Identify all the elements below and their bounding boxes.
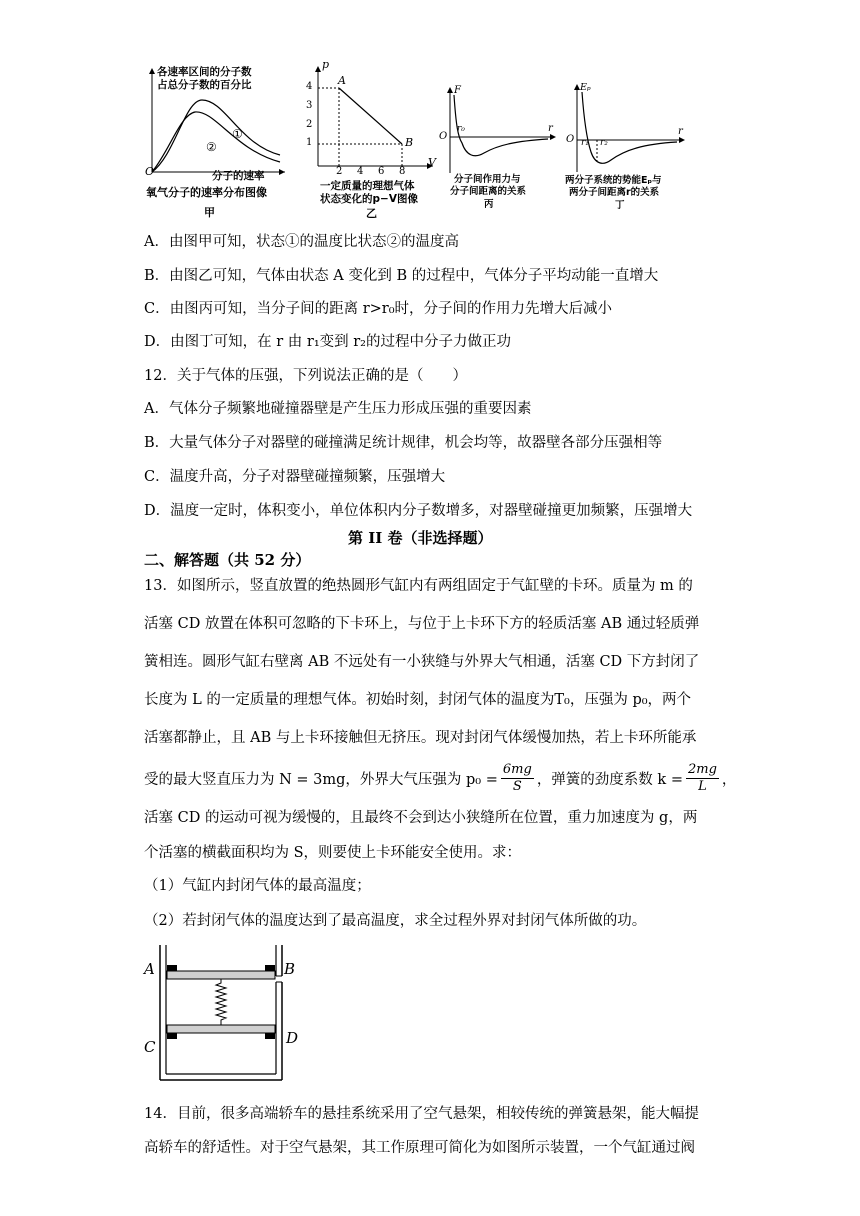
upper-ring-left (167, 965, 177, 971)
cylinder-label-b: B (284, 960, 296, 978)
figure-jia (140, 60, 290, 220)
yi-ytick-2: 2 (306, 119, 313, 130)
yi-xtick-8: 8 (399, 166, 406, 177)
ding-caption-line2: 两分子间距离r的关系 (569, 187, 660, 198)
jia-curve2-label: ② (206, 140, 217, 154)
fraction-p0-den: S (512, 778, 522, 794)
q13-line-8: 个活塞的横截面积均为 S，则要使上卡环能安全使用。求： (144, 845, 522, 861)
cylinder-label-d: D (286, 1029, 299, 1047)
ding-xaxis: r (678, 126, 683, 137)
curve-1 (152, 100, 280, 172)
ab-line (339, 88, 402, 144)
bing-xaxis: r (548, 123, 553, 134)
lower-ring-left (167, 1033, 177, 1039)
spring (216, 979, 226, 1025)
piston-cd (167, 1025, 275, 1033)
fraction-p0-num: 6mg (502, 761, 532, 777)
yi-ytick-4: 4 (306, 81, 313, 92)
bing-r0: r₀ (457, 124, 465, 134)
yi-caption-line1: 一定质量的理想气体 (320, 180, 415, 192)
q11-option-c: C．由图丙可知，当分子间的距离 r>r₀时，分子间的作用力先增大后减小 (144, 301, 613, 317)
jia-tag: 甲 (204, 206, 215, 219)
bing-tag: 丙 (484, 199, 494, 210)
fraction-p0 (501, 762, 534, 795)
q12-option-b: B．大量气体分子对器壁的碰撞满足统计规律，机会均等，故器壁各部分压强相等 (144, 435, 663, 451)
q13-line-5: 活塞都静止，且 AB 与上卡环接触但无挤压。现对封闭气体缓慢加热，若上卡环所能承 (144, 730, 697, 746)
section-part-heading: 二、解答题（共 52 分） (144, 551, 311, 569)
bing-caption-line2: 分子间距离的关系 (450, 186, 527, 197)
q11-option-a: A．由图甲可知，状态①的温度比状态②的温度高 (144, 234, 459, 250)
q13-line-2: 活塞 CD 放置在体积可忽略的下卡环上，与位于上卡环下方的轻质活塞 AB 通过轻质弹 (144, 616, 700, 632)
q13-line-1: 13．如图所示，竖直放置的绝热圆形气缸内有两组固定于气缸壁的卡环。质量为 m 的 (144, 578, 693, 594)
q14-line-1: 14．目前，很多高端轿车的悬挂系统采用了空气悬架，相较传统的弹簧悬架，能大幅提 (144, 1106, 699, 1122)
q12-option-d: D．温度一定时，体积变小，单位体积内分子数增多，对器壁碰撞更加频繁，压强增大 (144, 503, 693, 519)
jia-ylabel-line1: 各速率区间的分子数 (157, 66, 252, 78)
bing-caption-line1: 分子间作用力与 (454, 174, 521, 185)
yi-xtick-6: 6 (378, 166, 385, 177)
yi-ytick-3: 3 (306, 100, 313, 111)
jia-origin: O (145, 165, 155, 178)
figure-bing (436, 85, 561, 210)
q12-stem: 12．关于气体的压强，下列说法正确的是（ ） (144, 368, 467, 384)
piston-ab (167, 971, 275, 979)
q13-line-3: 簧相连。圆形气缸右壁离 AB 不远处有一小狭缝与外界大气相通，活塞 CD 下方封闭了 (144, 654, 700, 670)
q13-line-6c: ， (721, 771, 737, 788)
ding-r2: r₂ (600, 138, 608, 148)
bing-yaxis: F (454, 85, 461, 96)
upper-ring-right (265, 965, 275, 971)
cylinder-figure (140, 940, 310, 1085)
yi-xaxis: V (428, 156, 436, 169)
q13-line-4: 长度为 L 的一定质量的理想气体。初始时刻，封闭气体的温度为T₀，压强为 p₀，两个 (144, 692, 692, 708)
yi-ytick-1: 1 (306, 137, 313, 148)
bing-origin: O (439, 131, 448, 142)
fraction-k-den: L (698, 778, 707, 794)
jia-ylabel-line2: 占总分子数的百分比 (157, 79, 252, 91)
jia-caption: 氧气分子的速率分布图像 (146, 186, 267, 199)
yi-yaxis: p (322, 58, 330, 71)
yi-xtick-2: 2 (336, 166, 343, 177)
fraction-k-num: 2mg (687, 761, 717, 777)
q13-line-6b: ，弹簧的劲度系数 k = (536, 771, 683, 788)
figure-ding (563, 80, 693, 210)
jia-xlabel: 分子的速率 (212, 170, 265, 182)
q12-option-c: C．温度升高，分子对器壁碰撞频繁，压强增大 (144, 469, 446, 485)
ding-yaxis: Eₚ (580, 82, 591, 93)
q13-line-6a: 受的最大竖直压力为 N = 3mg，外界大气压强为 p₀ = (144, 771, 498, 788)
force-curve (454, 95, 548, 156)
ding-caption-line1: 两分子系统的势能Eₚ与 (565, 175, 662, 186)
jia-curve1-label: ① (232, 127, 243, 141)
q11-option-b: B．由图乙可知，气体由状态 A 变化到 B 的过程中，气体分子平均动能一直增大 (144, 268, 659, 284)
q13-line-6 (144, 758, 736, 798)
cylinder-label-a: A (144, 960, 155, 978)
figure-yi (300, 60, 440, 220)
yi-point-b: B (405, 136, 414, 149)
lower-ring-right (265, 1033, 275, 1039)
potential-curve (582, 92, 677, 163)
q11-option-d: D．由图丁可知，在 r 由 r₁变到 r₂的过程中分子力做正功 (144, 334, 511, 350)
ding-r1: r₁ (581, 138, 589, 148)
fraction-k (686, 762, 719, 795)
yi-caption-line2: 状态变化的p−V图像 (320, 193, 418, 205)
yi-xtick-4: 4 (357, 166, 364, 177)
q12-option-a: A．气体分子频繁地碰撞器壁是产生压力形成压强的重要因素 (144, 401, 532, 417)
ding-tag: 丁 (615, 200, 625, 211)
ding-origin: O (566, 134, 575, 145)
yi-tag: 乙 (366, 207, 377, 220)
cylinder-label-c: C (144, 1038, 156, 1056)
yi-point-a: A (338, 74, 346, 87)
section-title: 第 II 卷（非选择题） (348, 529, 493, 547)
q14-line-2: 高轿车的舒适性。对于空气悬架，其工作原理可简化为如图所示装置，一个气缸通过阀 (144, 1140, 695, 1156)
q13-sub-1: （1）气缸内封闭气体的最高温度； (144, 878, 371, 894)
q13-line-7: 活塞 CD 的运动可视为缓慢的，且最终不会到达小狭缝所在位置，重力加速度为 g，两 (144, 810, 698, 826)
q13-sub-2: （2）若封闭气体的温度达到了最高温度，求全过程外界对封闭气体所做的功。 (144, 913, 647, 929)
